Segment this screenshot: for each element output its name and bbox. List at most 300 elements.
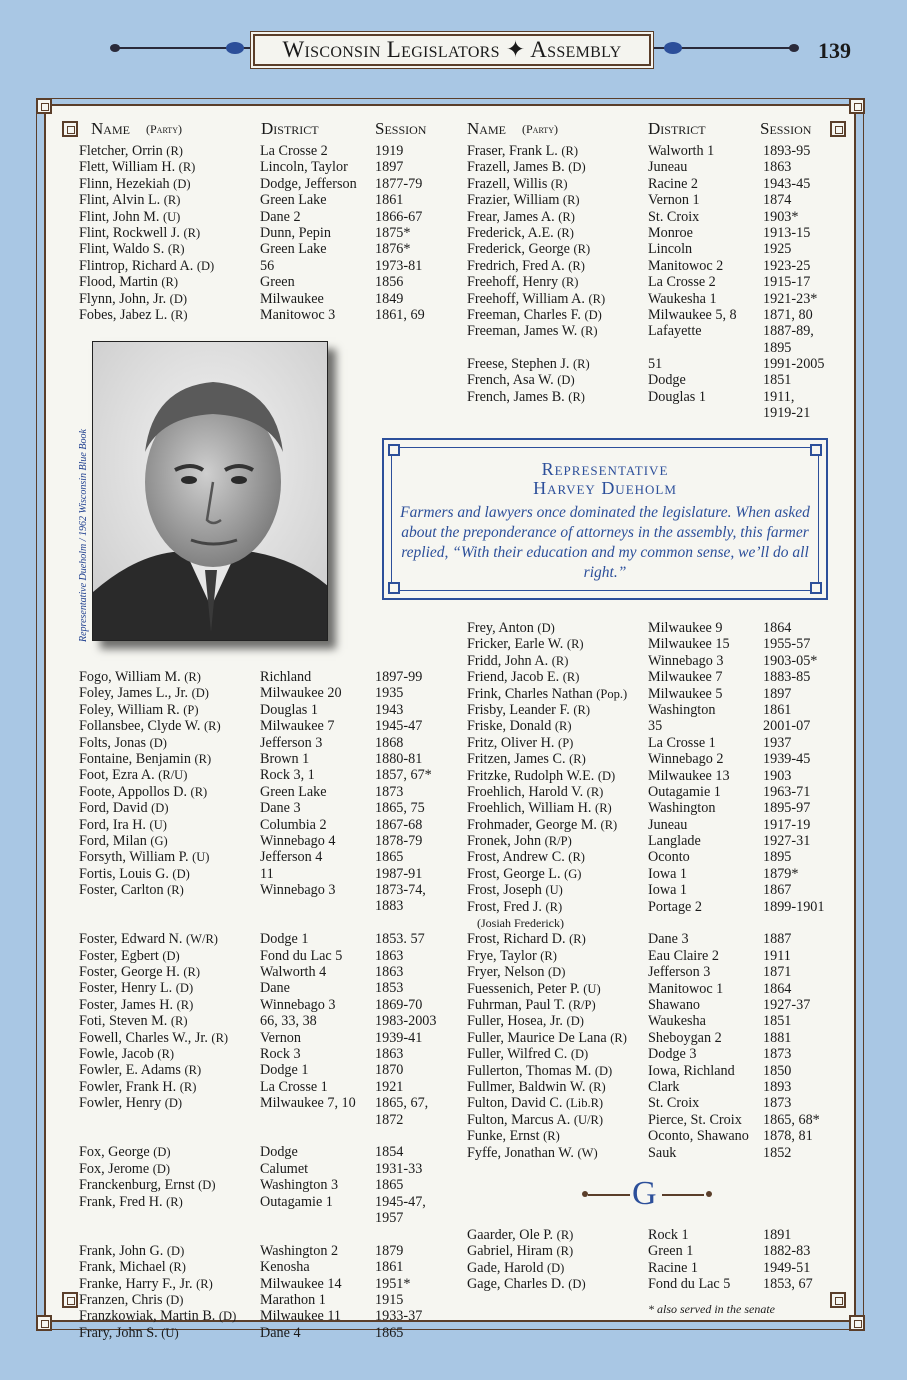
frame-corner-ornament (849, 98, 865, 114)
legislator-row (79, 291, 419, 307)
header-bead-ornament (226, 42, 244, 54)
legislator-row (79, 1194, 439, 1227)
party-affiliation: (U) (192, 850, 210, 865)
legislator-list-right-top (467, 143, 847, 422)
legislator-name: Fraser, Frank L. (R) (467, 143, 579, 159)
legislator-name: Gade, Harold (D) (467, 1259, 565, 1276)
legislator-row (467, 274, 847, 290)
legislator-row (79, 800, 439, 816)
page-number: 139 (818, 38, 851, 63)
district: Eau Claire 2 (648, 947, 719, 964)
party-affiliation: (R) (580, 324, 598, 339)
legislator-name: Frank, Fred H. (R) (79, 1193, 183, 1210)
party-affiliation: (R) (540, 948, 557, 963)
legislator-name: Fritzen, James C. (R) (467, 751, 586, 768)
district: La Crosse 1 (260, 1078, 328, 1095)
callout-corner-ornament (388, 582, 400, 594)
legislator-name: Froehlich, William H. (R) (467, 800, 612, 817)
party-header: (Party) (522, 122, 558, 136)
legislator-name: Foley, William R. (P) (79, 701, 199, 718)
party-affiliation: (U/R) (573, 1112, 603, 1127)
legislator-name: Frost, Andrew C. (R) (467, 849, 585, 866)
legislator-row (467, 372, 847, 388)
legislator-row (79, 997, 439, 1013)
legislator-row (79, 159, 419, 175)
legislator-row (79, 192, 419, 208)
divider-flourish (662, 1194, 704, 1196)
party-affiliation: (R) (558, 209, 575, 224)
legislator-name: Frost, Richard D. (R) (467, 931, 586, 948)
district: Milwaukee 7, 10 (260, 1095, 356, 1112)
district: Langlade (648, 833, 701, 850)
legislator-row (467, 143, 847, 159)
session: 1880-81 (375, 750, 423, 767)
district: Milwaukee (260, 290, 324, 307)
party-affiliation: (D) (566, 1014, 584, 1029)
legislator-row (467, 669, 847, 685)
party-affiliation: (R) (568, 389, 585, 404)
district: Lafayette (648, 323, 702, 340)
district: Milwaukee 5, 8 (648, 306, 737, 323)
session: 1921-23* (763, 290, 818, 307)
legislator-name: Froehlich, Harold V. (R) (467, 783, 604, 800)
district: Milwaukee 7 (648, 669, 723, 686)
legislator-name: Funke, Ernst (R) (467, 1128, 560, 1145)
session-header: Session (760, 119, 812, 138)
section-letter-g: G (632, 1175, 657, 1212)
party-affiliation: (U) (161, 1325, 179, 1340)
party-affiliation: (R) (551, 653, 569, 668)
legislator-name: Fuller, Hosea, Jr. (D) (467, 1013, 584, 1030)
legislator-row (467, 291, 847, 307)
session: 1923-25 (763, 257, 811, 274)
party-affiliation: (R) (161, 275, 179, 290)
session: 1879* (763, 865, 799, 882)
legislator-row (79, 964, 439, 980)
legislator-row (467, 636, 847, 652)
legislator-row (79, 1079, 439, 1095)
legislator-row (467, 1095, 847, 1111)
legislator-row (467, 784, 847, 800)
legislator-name: Freeman, Charles F. (D) (467, 306, 602, 323)
legislator-row (79, 208, 423, 225)
legislator-name: Fortis, Louis G. (D) (79, 865, 190, 882)
district: Vernon (260, 1029, 301, 1046)
session: 1897 (375, 159, 404, 176)
party-affiliation: (R) (203, 719, 221, 734)
party-affiliation: (D) (173, 176, 191, 191)
party-affiliation: (R) (183, 225, 201, 240)
legislator-name: Fletcher, Orrin (R) (79, 143, 183, 159)
legislator-name: Forsyth, William P. (U) (79, 849, 210, 866)
session: 1867-68 (375, 816, 423, 833)
legislator-name: Fredrich, Fred A. (R) (467, 257, 585, 274)
party-affiliation: (D) (172, 866, 190, 881)
legislator-name: Frazell, James B. (D) (467, 159, 586, 176)
legislator-row (467, 686, 847, 702)
district: Portage 2 (648, 898, 702, 915)
district: Green (260, 274, 295, 291)
legislator-name: Flint, Alvin L. (R) (79, 192, 181, 209)
district-header: District (648, 119, 706, 138)
district: Dodge (648, 372, 686, 389)
district: Jefferson 4 (260, 849, 323, 866)
party-affiliation: (D) (166, 1243, 185, 1258)
district: Douglas 1 (648, 388, 706, 405)
session: 1973-81 (375, 257, 423, 274)
session: 1915 (375, 1291, 404, 1308)
legislator-row (467, 882, 847, 898)
district: Milwaukee 9 (648, 620, 723, 636)
party-affiliation: (U) (149, 817, 167, 832)
legislator-name: Flinn, Hezekiah (D) (79, 175, 191, 192)
session: 1865, 75 (375, 800, 425, 817)
session: 1917-19 (763, 816, 811, 833)
session: 1865 (375, 1177, 404, 1194)
legislator-row (79, 718, 439, 734)
legislator-name: Fuhrman, Paul T. (R/P) (467, 997, 596, 1013)
session: 1873 (375, 783, 404, 800)
legislator-row (467, 323, 847, 356)
legislator-name: Fullerton, Thomas M. (D) (467, 1062, 613, 1079)
district: Juneau (648, 159, 688, 176)
legislator-name: Frink, Charles Nathan (Pop.) (467, 685, 628, 702)
district: Dodge 1 (260, 1062, 309, 1079)
party-affiliation: (R) (163, 193, 181, 208)
legislator-row (79, 931, 439, 947)
legislator-name: Fulton, David C. (Lib.R) (467, 1095, 604, 1112)
party-affiliation: (R/U) (158, 768, 188, 783)
district: La Crosse 1 (648, 734, 716, 751)
session: 1863 (375, 947, 404, 964)
party-affiliation: (R) (184, 670, 201, 684)
name-header: Name (467, 119, 506, 138)
legislator-row (79, 1161, 439, 1177)
district: Winnebago 2 (648, 751, 724, 768)
session: 1857, 67* (375, 767, 432, 784)
legislator-row (79, 1095, 439, 1128)
session: 1943 (375, 701, 404, 718)
session: 1945-47, 1957 (375, 1193, 426, 1226)
legislator-row (467, 356, 847, 372)
session: 1873 (763, 1095, 792, 1112)
legislator-row (79, 849, 439, 865)
party-affiliation: (R) (561, 275, 579, 290)
legislator-row (467, 1260, 847, 1276)
legislator-name: Flint, John M. (U) (79, 208, 181, 225)
legislator-name: Franke, Harry F., Jr. (R) (79, 1275, 213, 1292)
district: Kenosha (260, 1259, 310, 1276)
district: Brown 1 (260, 750, 310, 767)
party-affiliation: (R) (550, 176, 568, 191)
party-affiliation: (R) (176, 997, 194, 1012)
party-affiliation: (R) (566, 637, 584, 652)
legislator-name: Ford, Milan (G) (79, 832, 168, 849)
legislator-row (467, 751, 847, 767)
district: 35 (648, 718, 663, 735)
session: 1853 (375, 980, 404, 997)
legislator-row (467, 1063, 847, 1079)
legislator-row (467, 866, 847, 882)
session: 1927-31 (763, 833, 811, 850)
legislator-name: French, James B. (R) (467, 388, 585, 405)
legislator-name: Fryer, Nelson (D) (467, 964, 566, 981)
party-affiliation: (G) (564, 866, 582, 881)
session: 1868 (375, 734, 404, 751)
session: 1911, 1919-21 (763, 388, 811, 422)
district: Marathon 1 (260, 1291, 326, 1308)
district: Winnebago 3 (648, 652, 724, 669)
legislator-name: Freehoff, William A. (R) (467, 290, 606, 307)
district: Rock 3 (260, 1046, 301, 1062)
legislator-name: Foote, Appollos D. (R) (79, 783, 208, 800)
legislator-name: Fronek, John (R/P) (467, 833, 572, 850)
session: 1864 (763, 620, 792, 636)
legislator-list-left-bottom (79, 669, 439, 1341)
session: 1983-2003 (375, 1013, 437, 1030)
district: Juneau (648, 816, 688, 833)
session: 1871, 80 (763, 306, 813, 323)
party-affiliation: (R) (167, 242, 185, 257)
party-affiliation: (Lib.R) (565, 1096, 604, 1111)
session: 1865 (375, 849, 404, 866)
district: Pierce, St. Croix (648, 1111, 742, 1128)
party-affiliation: (R) (573, 242, 591, 257)
frame-corner-ornament (830, 1292, 846, 1308)
session: 1869-70 (375, 996, 423, 1013)
party-affiliation: (D) (546, 1260, 565, 1275)
legislator-row (467, 948, 847, 964)
party-affiliation: (D) (557, 373, 575, 388)
session-header: Session (375, 119, 427, 138)
frame-corner-ornament (62, 1292, 78, 1308)
session: 1873-74, 1883 (375, 882, 426, 915)
session: 1911 (763, 947, 791, 964)
legislator-row (79, 948, 439, 964)
legislator-row (467, 817, 847, 833)
session: 1893-95 (763, 143, 811, 159)
party-affiliation: (R) (556, 1228, 574, 1242)
party-affiliation: (D) (537, 621, 555, 635)
party-affiliation: (D) (153, 1145, 171, 1160)
legislator-row (467, 209, 847, 225)
district: Outagamie 1 (648, 783, 721, 800)
legislator-name: Foti, Steven M. (R) (79, 1013, 188, 1030)
legislator-name: Freehoff, Henry (R) (467, 274, 579, 291)
legislator-row (467, 997, 847, 1013)
legislator-name: Frear, James A. (R) (467, 208, 575, 225)
session: 1866-67 (375, 208, 423, 225)
party-header: (Party) (146, 122, 182, 136)
district: St. Croix (648, 1095, 700, 1112)
district: Walworth 1 (648, 143, 715, 159)
district: Shawano (648, 997, 701, 1013)
district: Waukesha (648, 1013, 706, 1030)
party-affiliation: (R) (190, 784, 208, 799)
party-affiliation: (D) (149, 735, 167, 750)
session: 1903 (763, 767, 792, 784)
running-header (253, 34, 651, 66)
legislator-row (467, 1227, 847, 1243)
session: 1935 (375, 685, 404, 702)
legislator-name: Fulton, Marcus A. (U/R) (467, 1111, 603, 1128)
legislator-list-right-bottom (467, 620, 847, 1161)
district: Vernon 1 (648, 192, 700, 209)
legislator-row (79, 1308, 439, 1324)
legislator-row (467, 1079, 847, 1095)
legislator-name: Ford, Ira H. (U) (79, 816, 167, 833)
legislator-name: Ford, David (D) (79, 800, 169, 817)
legislator-row (79, 1062, 439, 1078)
legislator-name: Fowell, Charles W., Jr. (R) (79, 1029, 229, 1046)
legislator-row (79, 1243, 439, 1259)
session: 1933-37 (375, 1308, 423, 1325)
district: Milwaukee 15 (648, 636, 730, 653)
party-affiliation: (D) (152, 1161, 171, 1176)
session: 1903-05* (763, 652, 818, 669)
legislator-row (467, 159, 847, 175)
portrait-illustration (93, 342, 328, 641)
party-affiliation: (R) (573, 702, 590, 717)
district: Milwaukee 14 (260, 1275, 342, 1292)
party-affiliation: (D) (584, 307, 602, 322)
district: Racine 1 (648, 1259, 699, 1276)
district: Green 1 (648, 1243, 694, 1260)
session: 1949-51 (763, 1259, 811, 1276)
session: 1915-17 (763, 274, 811, 291)
legislator-name: Fuller, Maurice De Lana (R) (467, 1029, 627, 1046)
legislator-row (79, 274, 419, 290)
legislator-row (79, 143, 419, 159)
party-affiliation: (D) (548, 965, 566, 980)
party-affiliation: (R) (554, 719, 572, 734)
frame-corner-ornament (849, 1315, 865, 1331)
district: Dane (260, 980, 290, 997)
session: 1963-71 (763, 783, 811, 800)
district: Rock 3, 1 (260, 767, 315, 784)
district: Green Lake (260, 241, 327, 258)
legislator-row (467, 258, 847, 274)
party-affiliation: (U) (583, 981, 601, 996)
legislator-row (79, 1030, 439, 1046)
legislator-row (79, 175, 423, 192)
district: Dane 3 (260, 800, 301, 817)
district: Dunn, Pepin (260, 224, 331, 241)
callout-quote: Farmers and lawyers once dominated the legislature. When asked about the preponderance of attorneys in the assembly, this farmer replied, “With their education and my common sense, we’ll do all right.” (400, 504, 810, 581)
legislator-row (467, 1030, 847, 1046)
party-affiliation: (R) (169, 1260, 186, 1275)
frame-corner-ornament (36, 98, 52, 114)
party-affiliation: (D) (191, 686, 209, 701)
legislator-name: Flood, Martin (R) (79, 274, 179, 291)
portrait-photo (92, 341, 328, 641)
party-affiliation: (R) (589, 1079, 606, 1094)
party-affiliation: (D) (169, 291, 188, 306)
legislator-name: Gabriel, Hiram (R) (467, 1243, 574, 1260)
district: Milwaukee 20 (260, 685, 342, 702)
callout-corner-ornament (388, 444, 400, 456)
frame-corner-ornament (830, 121, 846, 137)
district: Iowa 1 (648, 882, 688, 899)
party-affiliation: (R) (586, 784, 604, 799)
legislator-name: Fyffe, Jonathan W. (W) (467, 1144, 598, 1161)
list-spacer (79, 915, 439, 931)
session: 1851 (763, 1013, 792, 1030)
footnote: * also served in the senate (648, 1302, 775, 1316)
district-header: District (261, 119, 319, 138)
legislator-row (467, 1128, 847, 1144)
party-affiliation: (G) (150, 833, 168, 848)
session: 1939-45 (763, 751, 811, 768)
session: 1850 (763, 1062, 792, 1079)
legislator-name: French, Asa W. (D) (467, 372, 575, 389)
legislator-row (467, 1046, 847, 1062)
session: 1878-79 (375, 832, 423, 849)
legislator-row (79, 833, 439, 849)
legislator-name: Frary, John S. (U) (79, 1324, 179, 1341)
legislator-row (467, 307, 847, 323)
legislator-row (467, 931, 847, 947)
legislator-name: Freeman, James W. (R) (467, 323, 598, 340)
party-affiliation: (D) (218, 1309, 237, 1324)
party-affiliation: (D) (597, 768, 616, 783)
frame-corner-ornament (62, 121, 78, 137)
party-affiliation: (P) (183, 702, 199, 717)
legislator-row (79, 685, 439, 701)
district: Outagamie 1 (260, 1193, 333, 1210)
party-affiliation: (R) (166, 1194, 183, 1209)
party-affiliation: (D) (175, 981, 194, 996)
session: 1937 (763, 734, 792, 751)
district: Dodge (260, 1144, 298, 1161)
legislator-row (467, 981, 847, 997)
district: Iowa 1 (648, 865, 688, 882)
party-affiliation: (R) (556, 1244, 574, 1259)
legislator-name: Frost, George L. (G) (467, 865, 582, 882)
session: 1863 (763, 159, 792, 176)
session: 1945-47 (375, 718, 423, 735)
district: Douglas 1 (260, 701, 318, 718)
district: Green Lake (260, 192, 327, 209)
party-affiliation: (R) (568, 850, 585, 865)
legislator-name: Foster, George H. (R) (79, 964, 201, 981)
party-affiliation: (W/R) (186, 932, 218, 947)
district: Racine 2 (648, 175, 699, 192)
session: 1854 (375, 1144, 404, 1161)
legislator-name: Frost, Joseph (U) (467, 882, 563, 899)
session: 1927-37 (763, 997, 811, 1013)
legislator-name: Fritzke, Rudolph W.E. (D) (467, 767, 616, 784)
district: Monroe (648, 224, 693, 241)
session: 1851 (763, 372, 792, 389)
district: Manitowoc 3 (260, 306, 336, 323)
legislator-row (79, 1177, 439, 1193)
header-bead-ornament (664, 42, 682, 54)
district: La Crosse 2 (648, 274, 716, 291)
session: 1853, 67 (763, 1276, 813, 1293)
representative-callout (382, 438, 828, 600)
callout-corner-ornament (810, 444, 822, 456)
legislator-row (79, 669, 439, 685)
legislator-row (79, 241, 419, 257)
party-affiliation: (R) (183, 965, 201, 980)
district: Washington 3 (260, 1177, 339, 1194)
district: La Crosse 2 (260, 143, 328, 159)
district: Dodge, Jefferson (260, 175, 357, 192)
session: 1871 (763, 964, 792, 981)
legislator-row (467, 718, 847, 734)
party-affiliation: (W) (577, 1145, 598, 1160)
